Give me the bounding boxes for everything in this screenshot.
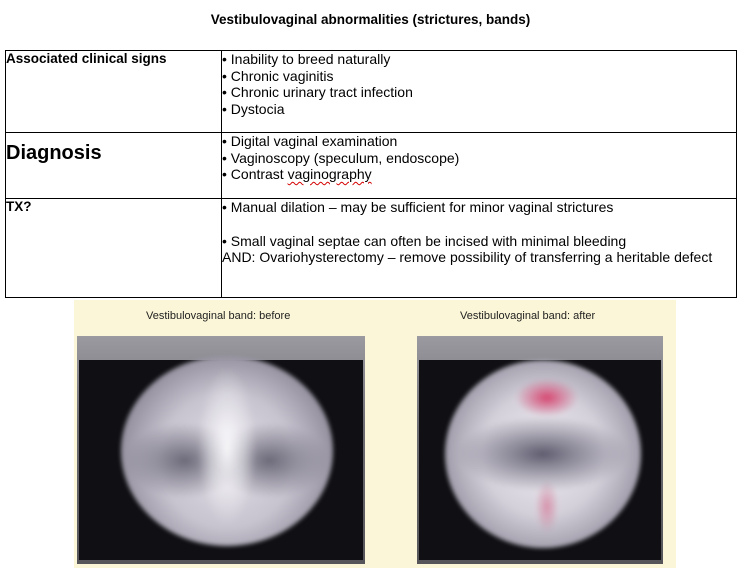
row-label-diagnosis: Diagnosis (6, 133, 222, 199)
spellcheck-marked-word: vaginography (287, 166, 372, 182)
list-item (222, 166, 736, 183)
diagnosis-list (222, 133, 737, 199)
table-row-diagnosis (6, 133, 737, 199)
after-endoscopy-photo (417, 336, 663, 564)
after-caption: Vestibulovaginal band: after (460, 310, 596, 322)
list-item: • Small vaginal septae can often be incised with minimal bleeding (222, 232, 627, 249)
endoscope-view (121, 356, 333, 546)
info-table (5, 50, 737, 298)
list-item: • Inability to breed naturally (222, 51, 391, 67)
treatment-list (222, 199, 737, 298)
list-item: • Chronic urinary tract infection (222, 84, 413, 100)
list-item: • Manual dilation – may be sufficient for minor vaginal strictures (222, 199, 614, 215)
list-item-prefix: • Contrast (222, 166, 288, 182)
endoscope-view (445, 360, 641, 548)
list-item: • Chronic vaginitis (222, 67, 334, 84)
row-label-clinical-signs: Associated clinical signs (6, 51, 222, 133)
list-item: AND: Ovariohysterectomy – remove possibility of transferring a heritable defect (222, 249, 713, 265)
before-endoscopy-photo (77, 336, 365, 564)
list-item: • Vaginoscopy (speculum, endoscope) (222, 149, 460, 166)
list-spacer (222, 216, 736, 233)
list-item: • Dystocia (222, 100, 285, 117)
list-item: • Digital vaginal examination (222, 133, 398, 149)
before-caption: Vestibulovaginal band: before (146, 310, 291, 322)
endoscopy-figure (74, 300, 676, 568)
row-label-treatment: TX? (6, 199, 222, 298)
clinical-signs-list (222, 51, 737, 133)
table-row-clinical-signs (6, 51, 737, 133)
page-title: Vestibulovaginal abnormalities (strictures, bands) (210, 12, 531, 27)
table-row-treatment (6, 199, 737, 298)
